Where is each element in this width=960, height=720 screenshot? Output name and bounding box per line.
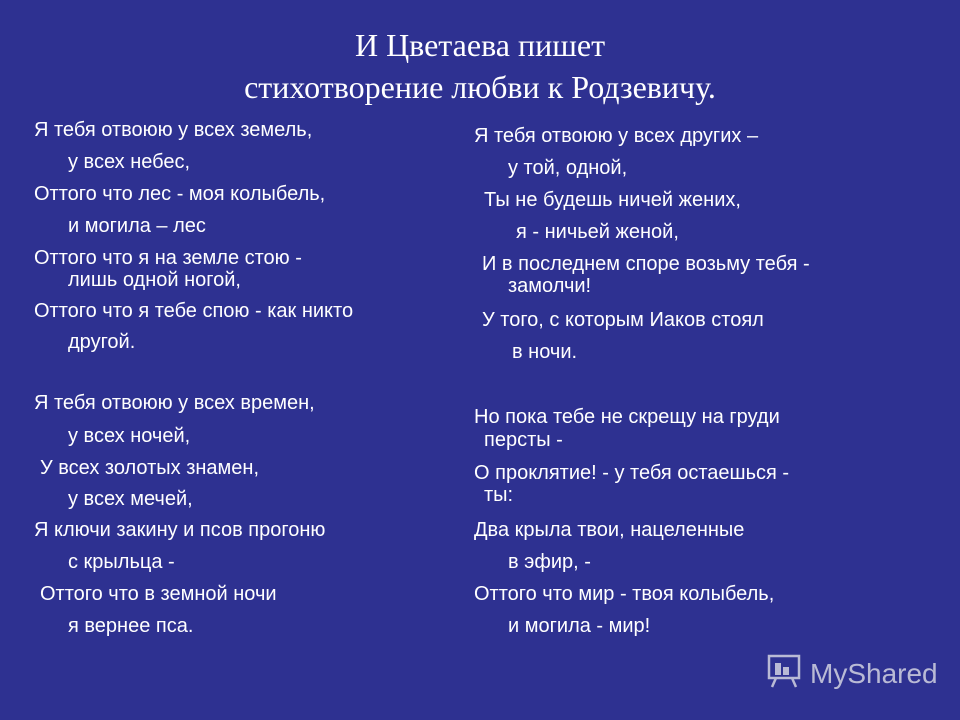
poem-line: и могила - мир!: [508, 615, 651, 637]
poem-line: Оттого что мир - твоя колыбель,: [474, 583, 775, 605]
title-line-2: стихотворение любви к Родзевичу.: [244, 69, 716, 105]
classroom-board-icon: [766, 653, 810, 696]
poem-line: И в последнем споре возьму тебя -: [482, 253, 810, 275]
poem-line: Оттого что я тебе спою - как никто: [34, 300, 354, 322]
poem-line: Я тебя отвоюю у всех времен,: [34, 392, 315, 414]
poem-line: О проклятие! - у тебя остаешься -: [474, 462, 790, 484]
poem-line: у всех ночей,: [68, 425, 191, 447]
poem-line: Я тебя отвоюю у всех земель,: [34, 119, 313, 141]
poem-line: персты -: [484, 429, 563, 451]
poem-line: я вернее пса.: [68, 615, 194, 637]
poem-line: лишь одной ногой,: [68, 269, 241, 291]
poem-line: в ночи.: [512, 341, 578, 363]
poem-line: ты:: [484, 484, 514, 506]
watermark-text: MyShared: [810, 658, 938, 689]
poem-line: Ты не будешь ничей жених,: [484, 189, 741, 211]
poem-line: Оттого что в земной ночи: [40, 583, 277, 605]
poem-line: Оттого что я на земле стою -: [34, 247, 302, 269]
myshared-watermark: [766, 653, 938, 695]
poem-line: у той, одной,: [508, 157, 628, 179]
poem-line: в эфир, -: [508, 551, 591, 573]
poem-line: Я тебя отвоюю у всех других –: [474, 125, 759, 147]
poem-line: с крыльца -: [68, 551, 175, 573]
slide-title: [0, 24, 960, 108]
poem-line: другой.: [68, 331, 136, 353]
poem-line: Но пока тебе не скрещу на груди: [474, 406, 780, 428]
poem-line: у всех небес,: [68, 151, 191, 173]
poem-line: замолчи!: [508, 275, 592, 297]
poem-line: Оттого что лес - моя колыбель,: [34, 183, 326, 205]
poem-line: у всех мечей,: [68, 488, 193, 510]
poem-line: Два крыла твои, нацеленные: [474, 519, 745, 541]
title-line-1: И Цветаева пишет: [354, 27, 606, 63]
poem-line: и могила – лес: [68, 215, 206, 237]
poem-line: я - ничьей женой,: [516, 221, 679, 243]
poem-line: У того, с которым Иаков стоял: [482, 309, 764, 331]
poem-line: У всех золотых знамен,: [40, 457, 260, 479]
poem-line: Я ключи закину и псов прогоню: [34, 519, 326, 541]
